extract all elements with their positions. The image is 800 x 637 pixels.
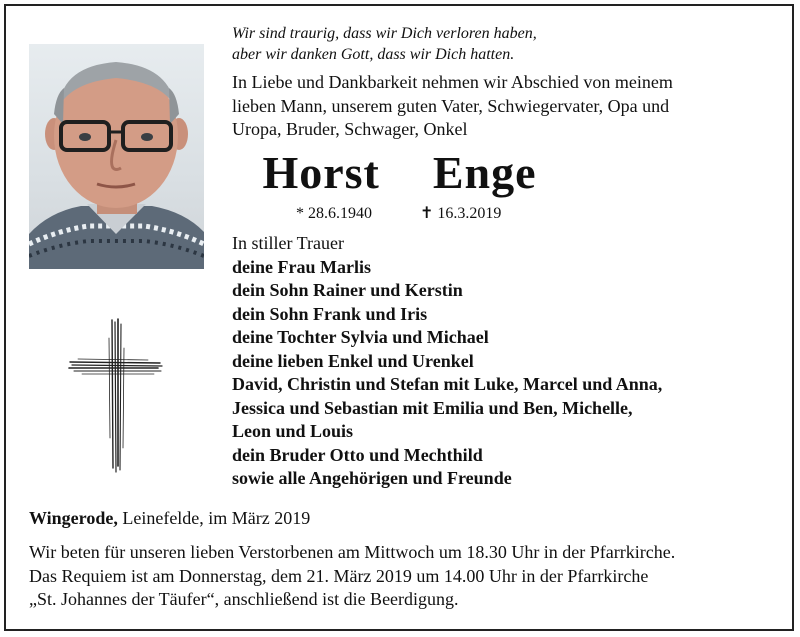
portrait-illustration — [29, 44, 204, 269]
portrait-photo — [29, 44, 204, 269]
mourner-line: deine Frau Marlis — [232, 256, 371, 277]
mourners-heading: In stiller Trauer — [232, 233, 344, 253]
quote-line: Wir sind traurig, dass wir Dich verloren haben, — [232, 25, 537, 42]
closing-text — [29, 541, 675, 612]
quote-line: aber wir danken Gott, dass wir Dich hatten. — [232, 46, 515, 63]
intro-line: lieben Mann, unserem guten Vater, Schwiegervater, Opa und — [232, 95, 670, 116]
cross-icon — [68, 318, 164, 479]
quote — [232, 23, 537, 65]
mourner-line: Leon und Louis — [232, 421, 354, 441]
mourner-line: David, Christin und Stefan mit Luke, Marcel und Anna, — [232, 374, 663, 394]
mourner-line: dein Sohn Rainer und Kerstin — [232, 280, 463, 300]
life-dates — [296, 204, 501, 224]
intro-line: Uropa, Bruder, Schwager, Onkel — [232, 119, 468, 139]
mourner-line: dein Bruder Otto und Mechthild — [232, 444, 483, 465]
mourner-line: deine Tochter Sylvia und Michael — [232, 327, 489, 347]
mourner-line: sowie alle Angehörigen und Freunde — [232, 468, 512, 488]
intro-line: In Liebe und Dankbarkeit nehmen wir Abschied von meinem — [232, 72, 673, 92]
mourner-line: deine lieben Enkel und Urenkel — [232, 350, 474, 371]
place-line — [29, 506, 310, 530]
place-rest: Leinefelde, im März 2019 — [122, 508, 311, 528]
place-town: Wingerode, — [29, 508, 118, 528]
closing-line: Wir beten für unseren lieben Verstorbenen am Mittwoch um 18.30 Uhr in der Pfarrkirche. — [29, 542, 676, 562]
intro-text — [232, 71, 673, 142]
closing-line: Das Requiem ist am Donnerstag, dem 21. März 2019 um 14.00 Uhr in der Pfarrkirche — [29, 565, 649, 586]
death-date: ✝ 16.3.2019 — [420, 205, 502, 222]
birth-date: * 28.6.1940 — [296, 205, 372, 222]
mourners-list — [232, 232, 662, 491]
deceased-name: Horst Enge — [262, 147, 537, 198]
closing-line: „St. Johannes der Täufer“, anschließend ist die Beerdigung. — [29, 589, 459, 609]
mourner-line: Jessica und Sebastian mit Emilia und Ben, Michelle, — [232, 397, 633, 418]
mourner-line: dein Sohn Frank und Iris — [232, 303, 428, 324]
